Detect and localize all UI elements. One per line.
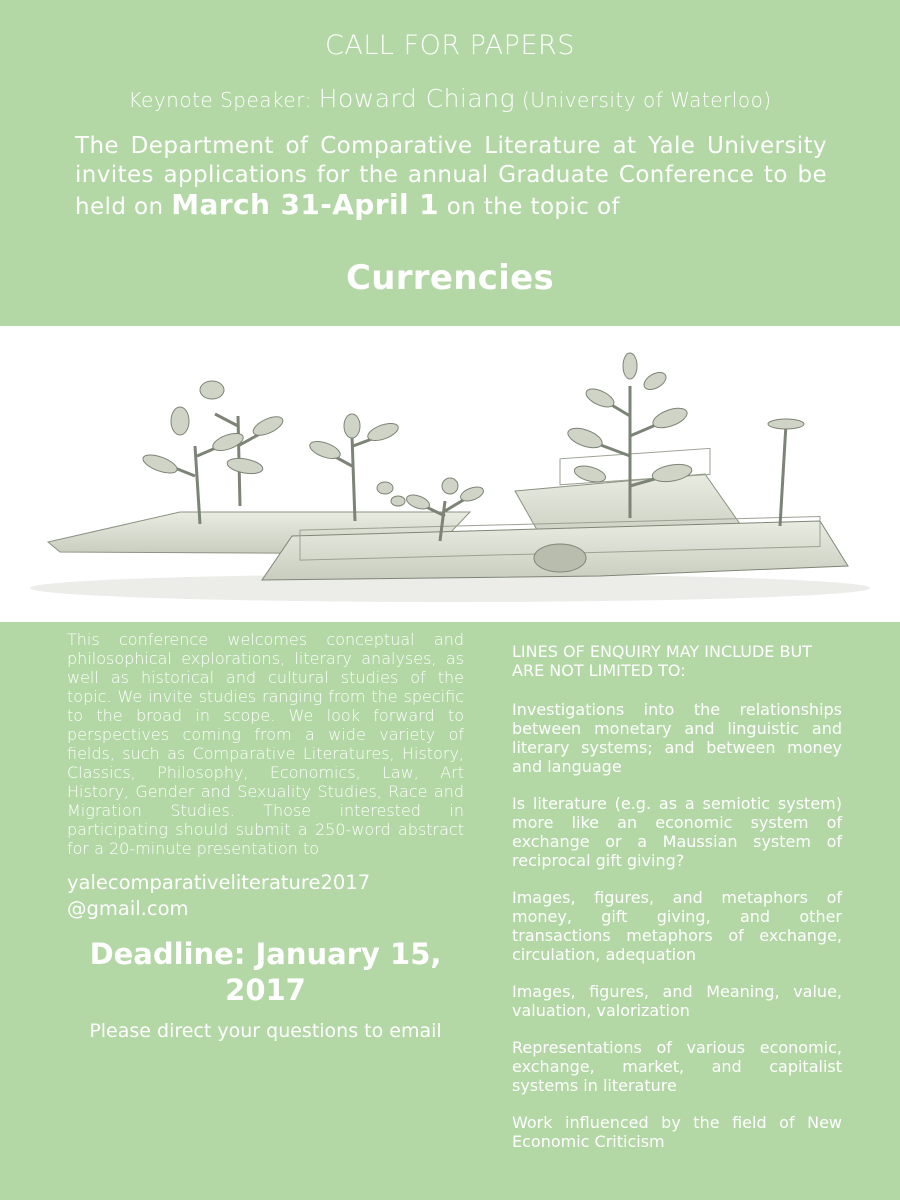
money-trees-photo — [0, 326, 900, 622]
conference-description: This conference welcomes conceptual and philosophical explorations, literary analyses, as well as historical and cultural studies of the topic. We invite studies ranging from the specific to the broad in scope. We look forward to perspectives coming from a wide variety of fields, such as Comparative Literatures, History, Classics, Philosophy, Economics, Law, Art History, Gender and Sexuality Studies, Race and Migration Studies. Those interested in participating should submit a 250-word abstract for a 20-minute presentation to — [67, 630, 464, 858]
enquiry-heading: LINES OF ENQUIRY MAY INCLUDE BUT ARE NOT LIMITED TO: — [512, 642, 812, 680]
conference-dates: March 31-April 1 — [171, 188, 439, 221]
topic-title: Currencies — [345, 258, 555, 298]
keynote-affiliation: (University of Waterloo) — [521, 88, 772, 112]
enquiry-item: Is literature (e.g. as a semiotic system) more like an economic system of exchange or a Maussian system of reciprocal gift giving? — [512, 794, 842, 870]
keynote-name: Howard Chiang — [318, 84, 516, 113]
page-title: CALL FOR PAPERS — [325, 30, 575, 61]
header-section — [0, 0, 900, 326]
enquiry-item: Images, figures, and metaphors of money, gift giving, and other transactions metaphors of exchange, circulation, adequation — [512, 888, 842, 964]
contact-email[interactable] — [67, 870, 464, 922]
money-trees-illustration — [0, 326, 900, 622]
enquiry-column — [512, 642, 842, 1169]
enquiry-item: Investigations into the relationships between monetary and linguistic and literary systems; and between money and language — [512, 700, 842, 776]
enquiry-item: Representations of various economic, exchange, market, and capitalist systems in literature — [512, 1038, 842, 1095]
enquiry-item: Work influenced by the field of New Economic Criticism — [512, 1113, 842, 1151]
intro-suffix: on the topic of — [446, 194, 620, 220]
email-line-2: @gmail.com — [67, 897, 189, 920]
intro-paragraph — [75, 132, 827, 222]
enquiry-item: Images, figures, and Meaning, value, valuation, valorization — [512, 982, 842, 1020]
intro-text: The Department of Comparative Literature at Yale University invites applications for the annual Graduate Conference to be held on — [75, 133, 827, 220]
keynote-line — [0, 84, 900, 113]
questions-note: Please direct your questions to email — [89, 1020, 442, 1042]
email-line-1: yalecomparativeliterature2017 — [67, 871, 371, 894]
bill-portrait — [534, 544, 586, 572]
description-column — [67, 630, 464, 1042]
deadline: Deadline: January 15, 2017 — [89, 937, 442, 1007]
keynote-label: Keynote Speaker: — [128, 88, 312, 112]
